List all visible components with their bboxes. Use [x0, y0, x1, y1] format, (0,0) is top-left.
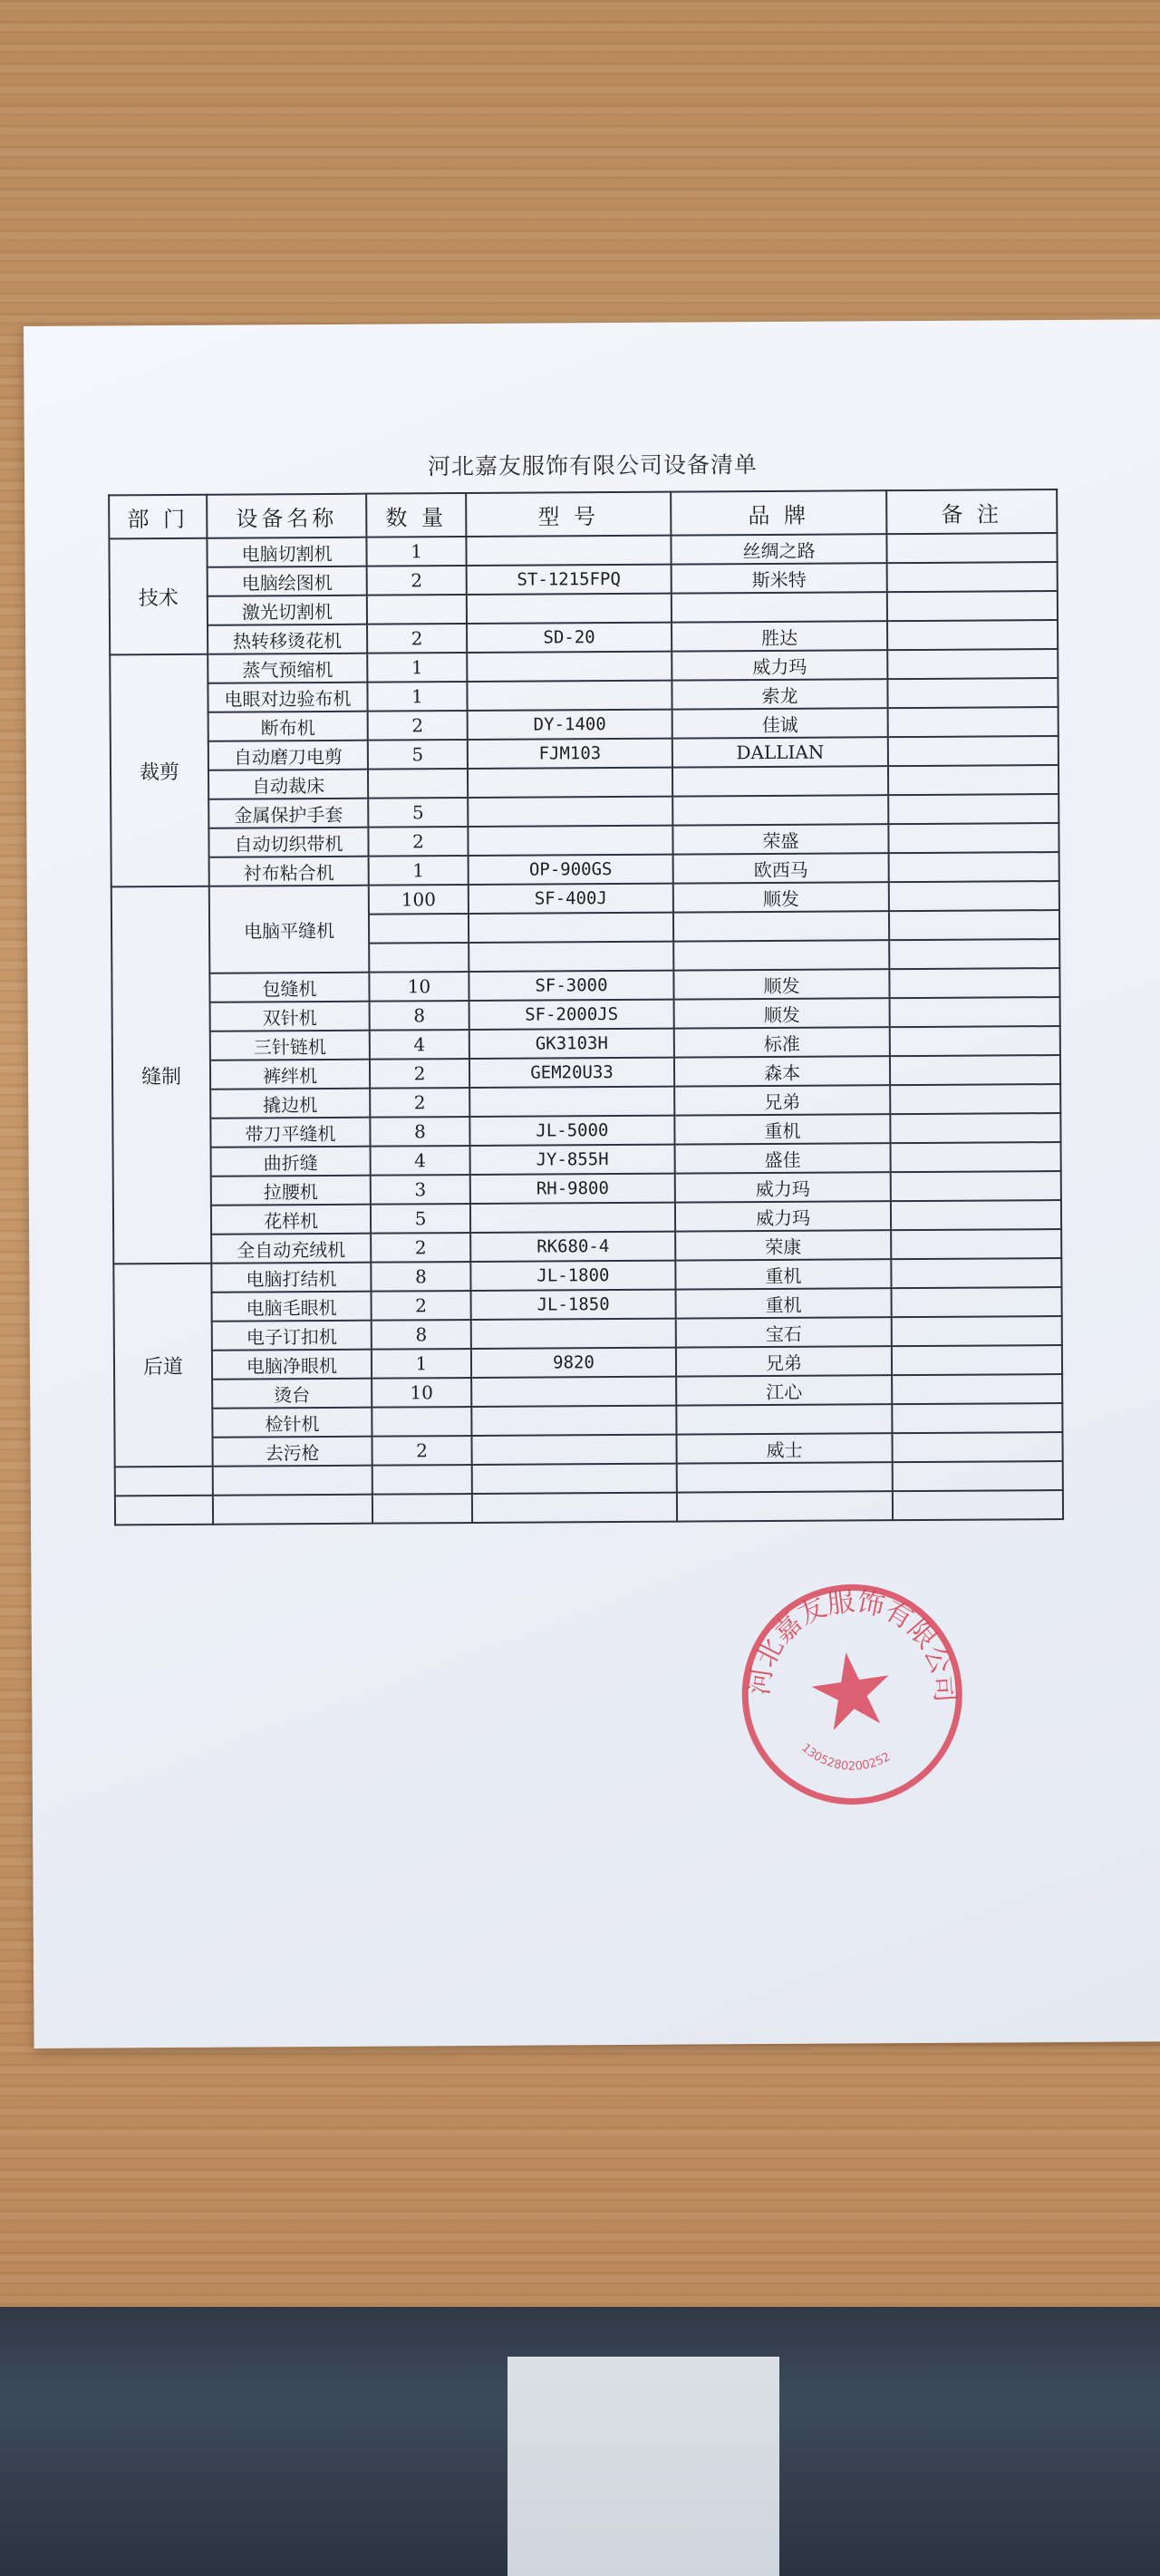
equipment-name-cell: 拉腰机: [211, 1176, 371, 1206]
equipment-name-cell: 电眼对边验布机: [208, 683, 367, 712]
quantity-cell: 4: [370, 1030, 469, 1060]
equipment-name-cell: 三针链机: [210, 1031, 370, 1060]
quantity-cell: 1: [367, 653, 467, 683]
model-cell: JL-1850: [471, 1290, 676, 1320]
note-cell: [887, 678, 1058, 708]
brand-cell: 荣盛: [672, 824, 888, 854]
model-cell: SD-20: [467, 623, 672, 653]
model-cell: [471, 1319, 676, 1349]
brand-cell: [672, 766, 888, 796]
empty-cell: [115, 1467, 213, 1496]
model-cell: RK680-4: [470, 1232, 675, 1262]
quantity-cell: 5: [371, 1204, 470, 1234]
table-body: [109, 533, 1063, 1525]
quantity-cell: 1: [367, 682, 467, 712]
model-cell: [469, 913, 673, 943]
equipment-table: [108, 489, 1064, 1525]
note-cell: [889, 939, 1059, 969]
quantity-cell: [367, 595, 467, 625]
equipment-name-cell: 电脑绘图机: [208, 567, 367, 596]
quantity-cell: 2: [372, 1291, 471, 1321]
brand-cell: 宝石: [676, 1317, 892, 1347]
brand-cell: [676, 1404, 892, 1434]
equipment-name-cell: 裤绊机: [210, 1060, 370, 1089]
equipment-name-cell: 电子订扣机: [212, 1321, 372, 1351]
brand-cell: 威士: [676, 1433, 892, 1463]
note-cell: [892, 1287, 1062, 1317]
empty-cell: [472, 1464, 677, 1494]
empty-cell: [213, 1495, 372, 1525]
brand-cell: 盛佳: [675, 1143, 891, 1173]
empty-cell: [213, 1466, 372, 1496]
brand-cell: 索龙: [672, 679, 887, 709]
quantity-cell: [369, 943, 469, 973]
model-cell: GEM20U33: [469, 1058, 674, 1088]
equipment-name-cell: 检针机: [212, 1408, 372, 1438]
column-header: 品 牌: [671, 490, 886, 535]
quantity-cell: 8: [370, 1117, 469, 1147]
brand-cell: 兄弟: [674, 1085, 890, 1115]
model-cell: [469, 1087, 674, 1117]
model-cell: [468, 768, 672, 798]
empty-cell: [893, 1490, 1063, 1520]
brand-cell: 重机: [675, 1259, 891, 1289]
equipment-name-cell: 电脑毛眼机: [212, 1292, 372, 1322]
quantity-cell: 8: [372, 1320, 471, 1350]
note-cell: [888, 823, 1058, 853]
equipment-name-cell: 撬边机: [210, 1089, 370, 1119]
model-cell: SF-400J: [469, 884, 673, 914]
brand-cell: 胜达: [672, 621, 887, 651]
model-cell: 9820: [471, 1348, 676, 1378]
model-cell: [470, 1203, 675, 1233]
equipment-name-cell: 自动切织带机: [208, 828, 368, 857]
equipment-name-cell: 包缝机: [209, 973, 369, 1002]
equipment-name-cell: 电脑平缝机: [209, 886, 370, 973]
model-cell: [467, 652, 672, 682]
brand-cell: DALLIAN: [672, 737, 888, 767]
note-cell: [889, 881, 1059, 911]
note-cell: [887, 649, 1058, 679]
empty-cell: [115, 1496, 213, 1525]
equipment-name-cell: 金属保护手套: [208, 799, 368, 828]
column-header: 数 量: [366, 493, 466, 537]
quantity-cell: 10: [372, 1378, 471, 1408]
equipment-name-cell: 断布机: [208, 712, 368, 741]
model-cell: GK3103H: [469, 1029, 674, 1059]
model-cell: FJM103: [468, 739, 672, 769]
model-cell: [469, 942, 673, 972]
quantity-cell: 1: [372, 1349, 471, 1379]
brand-cell: 丝绸之路: [671, 534, 886, 564]
quantity-cell: 1: [369, 856, 469, 886]
model-cell: [471, 1435, 676, 1465]
note-cell: [891, 1142, 1061, 1172]
equipment-name-cell: 去污枪: [212, 1437, 372, 1467]
model-cell: RH-9800: [470, 1174, 675, 1204]
brand-cell: 标准: [674, 1027, 890, 1057]
quantity-cell: 5: [368, 798, 468, 828]
model-cell: [466, 536, 671, 566]
note-cell: [887, 591, 1058, 621]
equipment-name-cell: 电脑打结机: [211, 1263, 371, 1293]
quantity-cell: 2: [371, 1233, 470, 1263]
note-cell: [892, 1374, 1062, 1404]
note-cell: [890, 1113, 1060, 1143]
quantity-cell: 8: [370, 1001, 469, 1031]
department-cell: 技术: [109, 538, 208, 655]
note-cell: [886, 533, 1057, 563]
model-cell: [468, 797, 672, 827]
brand-cell: 佳诚: [672, 708, 888, 738]
column-header: 型 号: [466, 492, 671, 537]
quantity-cell: [369, 914, 469, 944]
company-seal: [723, 1566, 981, 1824]
brand-cell: 兄弟: [676, 1346, 892, 1376]
note-cell: [891, 1258, 1061, 1288]
brand-cell: 顺发: [674, 998, 890, 1028]
empty-cell: [677, 1491, 893, 1521]
quantity-cell: 5: [368, 740, 468, 770]
note-cell: [888, 794, 1058, 824]
quantity-cell: 8: [371, 1262, 470, 1292]
equipment-name-cell: 双针机: [210, 1002, 370, 1031]
note-cell: [892, 1345, 1062, 1375]
quantity-cell: 1: [366, 537, 466, 567]
brand-cell: 顺发: [673, 969, 889, 999]
brand-cell: 欧西马: [673, 853, 889, 883]
quantity-cell: [368, 769, 468, 799]
department-cell: 后道: [113, 1264, 212, 1467]
model-cell: [471, 1406, 676, 1436]
background-floor: [508, 2357, 779, 2576]
quantity-cell: 2: [372, 1436, 471, 1466]
table-header-row: [109, 489, 1057, 538]
equipment-name-cell: 全自动充绒机: [211, 1234, 371, 1264]
equipment-name-cell: 热转移烫花机: [208, 625, 367, 654]
document-paper: [24, 319, 1160, 2048]
seal-text: 河北嘉友服饰有限公司: [743, 1585, 961, 1704]
quantity-cell: 3: [371, 1175, 470, 1205]
brand-cell: [673, 911, 889, 941]
model-cell: SF-3000: [469, 971, 673, 1001]
note-cell: [892, 1316, 1062, 1346]
empty-cell: [372, 1465, 472, 1495]
note-cell: [890, 1055, 1060, 1085]
quantity-cell: 10: [369, 972, 469, 1002]
equipment-name-cell: 电脑切割机: [207, 537, 366, 567]
quantity-cell: 2: [368, 711, 468, 741]
model-cell: DY-1400: [468, 710, 672, 740]
note-cell: [890, 1026, 1060, 1056]
note-cell: [890, 1084, 1060, 1114]
note-cell: [889, 910, 1059, 940]
equipment-name-cell: 衬布粘合机: [209, 857, 369, 886]
equipment-name-cell: 曲折缝: [211, 1147, 371, 1177]
note-cell: [889, 968, 1059, 998]
brand-cell: 江心: [676, 1375, 892, 1405]
brand-cell: 威力玛: [675, 1201, 891, 1231]
brand-cell: 森本: [674, 1056, 890, 1086]
blank-row: [115, 1490, 1063, 1525]
note-cell: [890, 997, 1060, 1027]
brand-cell: [672, 795, 888, 825]
document-title: 河北嘉友服饰有限公司设备清单: [427, 451, 759, 480]
model-cell: JY-855H: [470, 1145, 675, 1175]
model-cell: OP-900GS: [469, 855, 673, 885]
model-cell: [467, 594, 672, 624]
equipment-name-cell: 激光切割机: [208, 596, 367, 625]
empty-cell: [472, 1493, 677, 1523]
equipment-name-cell: 自动裁床: [208, 770, 368, 799]
brand-cell: 荣康: [675, 1230, 891, 1260]
note-cell: [892, 1403, 1062, 1433]
seal-star-icon: [807, 1647, 895, 1733]
empty-cell: [893, 1461, 1063, 1491]
brand-cell: 重机: [676, 1288, 892, 1318]
column-header: 备 注: [886, 489, 1057, 534]
model-cell: [468, 826, 672, 856]
equipment-name-cell: 自动磨刀电剪: [208, 741, 368, 770]
quantity-cell: 4: [371, 1146, 470, 1176]
brand-cell: 重机: [674, 1114, 890, 1144]
empty-cell: [677, 1462, 893, 1492]
brand-cell: 威力玛: [672, 650, 887, 680]
note-cell: [891, 1229, 1061, 1259]
equipment-name-cell: 电脑净眼机: [212, 1350, 372, 1380]
model-cell: [471, 1377, 676, 1407]
empty-cell: [372, 1494, 472, 1524]
note-cell: [888, 707, 1058, 737]
note-cell: [887, 562, 1058, 592]
note-cell: [888, 765, 1058, 795]
column-header: 部 门: [109, 495, 207, 539]
department-cell: 裁剪: [110, 654, 209, 887]
model-cell: ST-1215FPQ: [467, 565, 672, 595]
equipment-name-cell: 花样机: [211, 1205, 371, 1235]
model-cell: JL-1800: [470, 1261, 675, 1291]
quantity-cell: 2: [367, 566, 467, 596]
note-cell: [889, 852, 1059, 882]
note-cell: [892, 1432, 1062, 1462]
brand-cell: [672, 592, 887, 622]
brand-cell: 顺发: [673, 882, 889, 912]
brand-cell: 斯米特: [672, 563, 887, 593]
model-cell: [467, 681, 672, 711]
note-cell: [891, 1171, 1061, 1201]
note-cell: [887, 620, 1058, 650]
column-header: 设备名称: [207, 494, 366, 538]
quantity-cell: 2: [367, 624, 467, 654]
department-cell: 缝制: [111, 886, 212, 1264]
equipment-name-cell: 烫台: [212, 1379, 372, 1409]
equipment-name-cell: 蒸气预缩机: [208, 654, 367, 683]
brand-cell: [673, 940, 889, 970]
note-cell: [888, 736, 1058, 766]
equipment-name-cell: 带刀平缝机: [210, 1118, 370, 1148]
model-cell: SF-2000JS: [469, 1000, 674, 1030]
quantity-cell: 2: [368, 827, 468, 857]
quantity-cell: 100: [369, 885, 469, 915]
note-cell: [891, 1200, 1061, 1230]
model-cell: JL-5000: [469, 1116, 674, 1146]
quantity-cell: 2: [370, 1059, 469, 1089]
quantity-cell: [372, 1407, 471, 1437]
brand-cell: 威力玛: [675, 1172, 891, 1202]
seal-number: 1305280200252: [798, 1741, 894, 1774]
quantity-cell: 2: [370, 1088, 469, 1118]
